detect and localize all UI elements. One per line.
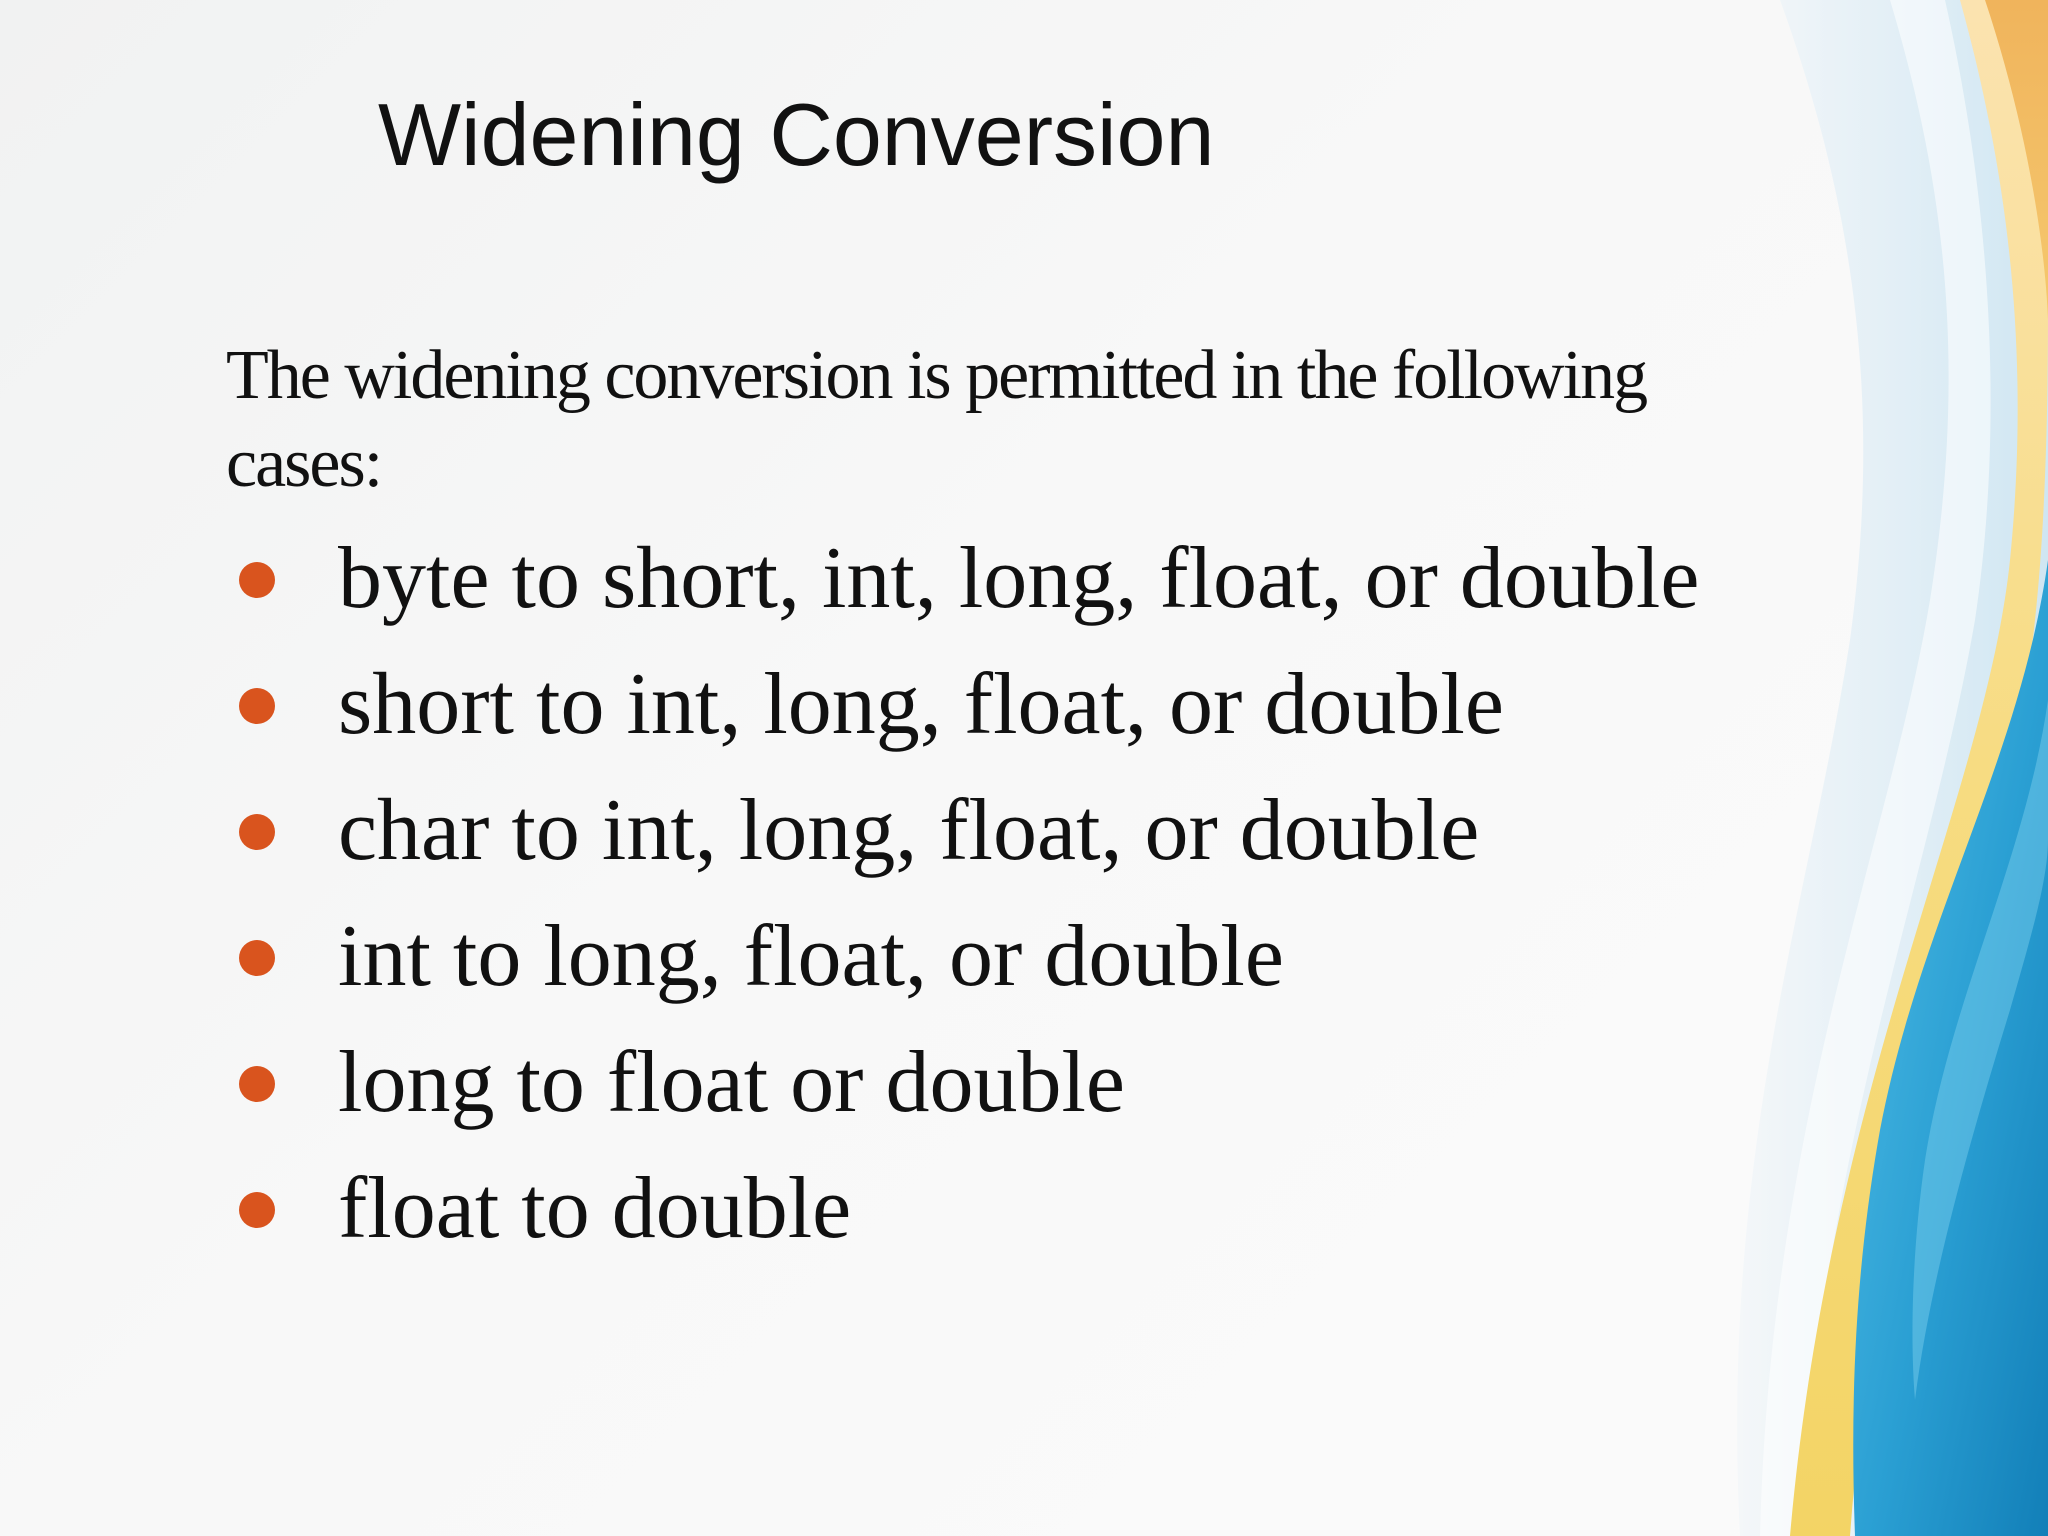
bullet-dot-icon [239,688,275,724]
bullet-dot-icon [239,940,275,976]
list-item-text: byte to short, int, long, float, or double [338,530,1700,627]
list-item [226,1146,1699,1272]
list-item [226,642,1699,768]
list-item-text: float to double [338,1160,852,1257]
conversion-cases-list [226,516,1699,1272]
list-item-text: int to long, float, or double [338,908,1284,1005]
list-item-text: char to int, long, float, or double [338,782,1480,879]
bullet-dot-icon [239,1066,275,1102]
list-item [226,516,1699,642]
list-item [226,768,1699,894]
bullet-dot-icon [239,814,275,850]
slide-title: Widening Conversion [378,85,1215,184]
list-item-text: short to int, long, float, or double [338,656,1504,753]
list-item [226,894,1699,1020]
bullet-dot-icon [239,1192,275,1228]
bullet-dot-icon [239,562,275,598]
list-item-text: long to float or double [338,1034,1125,1131]
list-item [226,1020,1699,1146]
intro-text: The widening conversion is permitted in the following cases: [226,337,1647,502]
